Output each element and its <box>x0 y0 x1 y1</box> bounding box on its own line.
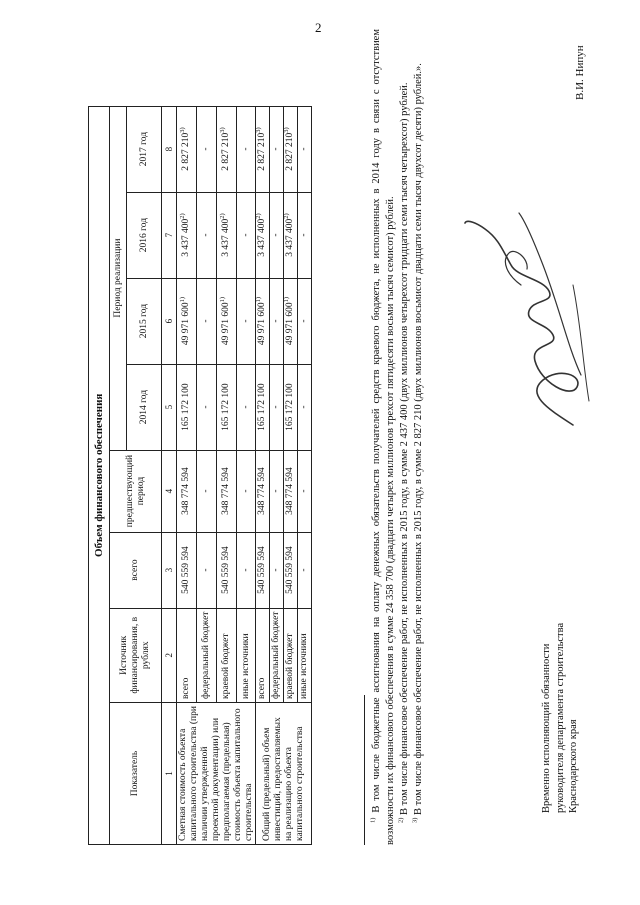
year-2015-cell: - <box>270 278 284 364</box>
footnote-ref: 1) <box>255 296 263 303</box>
header-source: Источник финансирования, в рублях <box>110 608 162 702</box>
year-2016-cell <box>216 192 236 278</box>
footnote-ref: 2) <box>283 213 291 219</box>
year-2015-cell <box>284 278 298 364</box>
column-number-row <box>162 106 177 844</box>
year-2016-cell <box>177 192 197 278</box>
financing-table <box>88 106 312 845</box>
previous-cell: 348 774 594 <box>216 450 236 532</box>
total-cell: 540 559 594 <box>216 532 236 608</box>
source-cell: всего <box>177 608 197 702</box>
footnote-mark: 1) <box>369 817 377 823</box>
column-number: 1 <box>162 703 177 845</box>
column-number: 2 <box>162 608 177 702</box>
year-2017-cell: - <box>236 106 256 192</box>
previous-cell: - <box>298 450 312 532</box>
value: 2 827 210 <box>257 132 268 171</box>
total-cell: 540 559 594 <box>284 532 298 608</box>
position-line: Временно исполняющий обязанности <box>541 643 552 813</box>
footnote-text: В том числе финансовое обеспечение работ, не исполненных в 2015 году, в сумме 2 437 400 (двух миллионов четырехсот тридцати семи тысяч четырехсот) рублей. <box>399 82 410 815</box>
year-2014-cell: - <box>270 364 284 450</box>
year-2016-cell <box>284 192 298 278</box>
footnote-mark: 2) <box>397 817 405 823</box>
footnote-2 <box>398 29 412 845</box>
total-cell: - <box>270 532 284 608</box>
year-2017-cell <box>256 106 270 192</box>
page-number: 2 <box>315 20 322 35</box>
table-title: Объем финансового обеспечения <box>89 106 110 844</box>
footnote-ref: 3) <box>255 127 263 133</box>
source-cell: краевой бюджет <box>216 608 236 702</box>
value: 2 827 210 <box>285 132 296 171</box>
footnote-divider <box>364 695 365 845</box>
footnote-ref: 1) <box>218 296 226 303</box>
header-year-2017: 2017 год <box>127 106 162 192</box>
footnote-ref: 2) <box>178 213 186 219</box>
source-cell: федеральный бюджет <box>196 608 216 702</box>
previous-cell: - <box>236 450 256 532</box>
year-2016-cell: - <box>196 192 216 278</box>
signatory-name: В.И. Нипун <box>574 45 586 100</box>
header-previous-period: предшествующий период <box>110 450 162 532</box>
header-year-2016: 2016 год <box>127 192 162 278</box>
column-number: 8 <box>162 106 177 192</box>
footnote-ref: 2) <box>255 213 263 219</box>
value: 3 437 400 <box>180 218 191 257</box>
value: 3 437 400 <box>285 218 296 257</box>
year-2017-cell <box>284 106 298 192</box>
year-2016-cell: - <box>236 192 256 278</box>
signatory-position <box>540 623 581 813</box>
year-2015-cell <box>177 278 197 364</box>
source-cell: иные источники <box>236 608 256 702</box>
year-2015-cell <box>256 278 270 364</box>
year-2017-cell <box>177 106 197 192</box>
year-2015-cell: - <box>298 278 312 364</box>
handwritten-signature <box>455 205 605 435</box>
footnote-ref: 3) <box>218 127 226 133</box>
table-row <box>256 106 270 844</box>
year-2014-cell: 165 172 100 <box>256 364 270 450</box>
total-cell: 540 559 594 <box>256 532 270 608</box>
value: 49 971 600 <box>180 302 191 346</box>
value: 3 437 400 <box>257 218 268 257</box>
year-2017-cell: - <box>196 106 216 192</box>
footnote-ref: 1) <box>283 296 291 303</box>
value: 49 971 600 <box>220 302 231 346</box>
footnote-3 <box>412 29 426 845</box>
previous-cell: - <box>270 450 284 532</box>
indicator-estimated-cost: Сметная стоимость объекта капитального строительства (при наличии утвержденной проектной документации) или предполагаемая (предельная) стоимость объекта капитального строительства <box>177 703 256 845</box>
column-number: 4 <box>162 450 177 532</box>
source-cell: краевой бюджет <box>284 608 298 702</box>
footnote-1 <box>370 29 398 845</box>
footnote-ref: 3) <box>178 127 186 133</box>
column-number: 7 <box>162 192 177 278</box>
column-number: 6 <box>162 278 177 364</box>
year-2016-cell: - <box>298 192 312 278</box>
position-line: руководителя департамента строительства <box>554 622 566 813</box>
previous-cell: 348 774 594 <box>256 450 270 532</box>
total-cell: - <box>236 532 256 608</box>
year-2014-cell: 165 172 100 <box>177 364 197 450</box>
year-2014-cell: 165 172 100 <box>284 364 298 450</box>
year-2014-cell: - <box>196 364 216 450</box>
value: 49 971 600 <box>257 302 268 346</box>
year-2016-cell <box>256 192 270 278</box>
year-2017-cell: - <box>298 106 312 192</box>
total-cell: - <box>298 532 312 608</box>
year-2014-cell: - <box>298 364 312 450</box>
source-cell: всего <box>256 608 270 702</box>
year-2015-cell: - <box>236 278 256 364</box>
previous-cell: - <box>196 450 216 532</box>
footnote-ref: 2) <box>218 213 226 219</box>
previous-cell: 348 774 594 <box>177 450 197 532</box>
value: 3 437 400 <box>220 218 231 257</box>
footnote-mark: 3) <box>411 817 419 823</box>
value: 49 971 600 <box>285 302 296 346</box>
footnote-text: В том числе бюджетные ассигнования на оплату денежных обязательств получателей средств краевого бюджета, не исполненных в 2014 году в связи с отсутствием возможности их финансового обеспечения в сумме 24 358 700 (двадцати четырех миллионов трехсот пятидесяти восьми тысяч семисот) рублей. <box>371 29 396 845</box>
column-number: 5 <box>162 364 177 450</box>
year-2015-cell <box>216 278 236 364</box>
header-total: всего <box>110 532 162 608</box>
column-number: 3 <box>162 532 177 608</box>
indicator-total-investment: Общий (предельный) объем инвестиций, предоставляемых на реализацию объекта капитального строительства <box>256 703 312 845</box>
year-2016-cell: - <box>270 192 284 278</box>
footnote-text: В том числе финансовое обеспечение работ, не исполненных в 2015 году, в сумме 2 827 210 (двух миллионов восьмисот двадцати семи тысяч двухсот десяти) рублей.». <box>413 63 424 815</box>
footnote-ref: 1) <box>178 296 186 303</box>
year-2017-cell: - <box>270 106 284 192</box>
source-cell: федеральный бюджет <box>270 608 284 702</box>
position-line: Краснодарского края <box>568 719 579 813</box>
value: 2 827 210 <box>180 132 191 171</box>
footnotes <box>370 29 426 845</box>
year-2014-cell: - <box>236 364 256 450</box>
year-2015-cell: - <box>196 278 216 364</box>
header-period: Период реализации <box>110 106 127 450</box>
value: 2 827 210 <box>220 132 231 171</box>
source-cell: иные источники <box>298 608 312 702</box>
year-2017-cell <box>216 106 236 192</box>
total-cell: 540 559 594 <box>177 532 197 608</box>
previous-cell: 348 774 594 <box>284 450 298 532</box>
year-2014-cell: 165 172 100 <box>216 364 236 450</box>
footnote-ref: 3) <box>283 127 291 133</box>
table-row <box>177 106 197 844</box>
header-year-2015: 2015 год <box>127 278 162 364</box>
total-cell: - <box>196 532 216 608</box>
header-year-2014: 2014 год <box>127 364 162 450</box>
header-indicator: Показатель <box>110 703 162 845</box>
